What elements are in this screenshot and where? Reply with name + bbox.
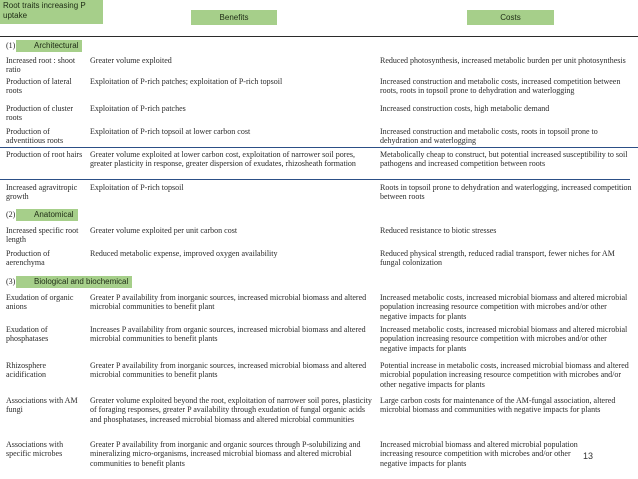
benefit-cell: Greater volume exploited beyond the root, exploitation of narrower soil pores, plasticity of foraging responses, greater P availability through exudation of fungal organic acids and phosphatases, increased microbial biomass and altered microbial communities [90, 396, 372, 424]
cost-cell: Reduced resistance to biotic stresses [380, 226, 497, 235]
benefit-cell: Greater P availability from inorganic sources, increased microbial biomass and altered microbial communities to benefit plants [90, 361, 367, 380]
benefit-cell: Greater volume exploited per unit carbon cost [90, 226, 238, 235]
section-number: (2) [6, 210, 16, 219]
highlight-rule-bottom [0, 179, 630, 180]
trait-cell: Production of lateral roots [6, 77, 72, 96]
cost-cell: Metabolically cheap to construct, but potential increased susceptibility to soil pathogens and increased competition between roots [380, 150, 628, 169]
cost-cell: Potential increase in metabolic costs, increased microbial biomass and altered microbial population increasing resource competition with microbes and/or other negative impacts for plants [380, 361, 629, 389]
benefit-cell: Exploitation of P-rich topsoil [90, 183, 184, 192]
trait-cell: Increased root : shoot ratio [6, 56, 76, 75]
trait-cell: Associations with specific microbes [6, 440, 64, 459]
benefit-cell: Greater volume exploited at lower carbon cost, exploitation of narrower soil pores, greater plasticity in response, greater dispersion of exudates, rhizosheath formation [90, 150, 356, 169]
benefit-cell: Increases P availability from organic sources, increased microbial biomass and altered microbial communities to benefit plants [90, 325, 366, 344]
page-number: 13 [583, 451, 594, 461]
cost-cell: Increased microbial biomass and altered microbial population increasing resource competition with microbes and/or other negative impacts for plants [380, 440, 578, 468]
highlight-rule-top [0, 147, 638, 148]
header-costs: Costs [467, 10, 554, 25]
cost-cell: Roots in topsoil prone to dehydration and waterlogging, increased competition between roots [380, 183, 632, 202]
trait-cell: Production of aerenchyma [6, 249, 50, 268]
trait-cell: Increased agravitropic growth [6, 183, 78, 202]
trait-cell: Increased specific root length [6, 226, 79, 245]
benefit-cell: Reduced metabolic expense, improved oxygen availability [90, 249, 278, 258]
section-number: (3) [6, 277, 16, 286]
table-top-rule [0, 36, 638, 37]
benefit-cell: Exploitation of P-rich patches; exploitation of P-rich topsoil [90, 77, 283, 86]
section-label: Architectural [16, 40, 82, 52]
section-number: (1) [6, 41, 16, 50]
header-root-traits: Root traits increasing P uptake [0, 0, 103, 24]
section-label: Biological and biochemical [16, 276, 132, 288]
benefit-cell: Greater P availability from inorganic and organic sources through P-solubilizing and mineralizing micro-organisms, increased microbial biomass and altered microbial communities to benefit plants [90, 440, 361, 468]
benefit-cell: Greater P availability from inorganic sources, increased microbial biomass and altered microbial communities to benefit plant [90, 293, 367, 312]
trait-cell: Exudation of phosphatases [6, 325, 49, 344]
trait-cell: Production of root hairs [6, 150, 83, 159]
header-benefits: Benefits [191, 10, 277, 25]
benefit-cell: Exploitation of P-rich patches [90, 104, 186, 113]
trait-cell: Production of adventitious roots [6, 127, 64, 146]
section-label: Anatomical [16, 209, 78, 221]
cost-cell: Large carbon costs for maintenance of the AM-fungal association, altered microbial biomass and communities with negative impacts for plants [380, 396, 616, 415]
benefit-cell: Exploitation of P-rich topsoil at lower carbon cost [90, 127, 251, 136]
benefit-cell: Greater volume exploited [90, 56, 172, 65]
cost-cell: Increased construction and metabolic costs, increased competition between roots, roots in topsoil prone to dehydration and waterlogging [380, 77, 621, 96]
cost-cell: Reduced photosynthesis, increased metabolic burden per unit photosynthesis [380, 56, 626, 65]
trait-cell: Exudation of organic anions [6, 293, 74, 312]
cost-cell: Reduced physical strength, reduced radial transport, fewer niches for AM fungal colonization [380, 249, 615, 268]
trait-cell: Associations with AM fungi [6, 396, 78, 415]
cost-cell: Increased construction costs, high metabolic demand [380, 104, 550, 113]
cost-cell: Increased construction and metabolic costs, roots in topsoil prone to dehydration and waterlogging [380, 127, 598, 146]
trait-cell: Rhizosphere acidification [6, 361, 46, 380]
cost-cell: Increased metabolic costs, increased microbial biomass and altered microbial population increasing resource competition with microbes and/or other negative impacts for plants [380, 293, 628, 321]
trait-cell: Production of cluster roots [6, 104, 74, 123]
cost-cell: Increased metabolic costs, increased microbial biomass and altered microbial population increasing resource competition with microbes and/or other negative impacts for plants [380, 325, 628, 353]
